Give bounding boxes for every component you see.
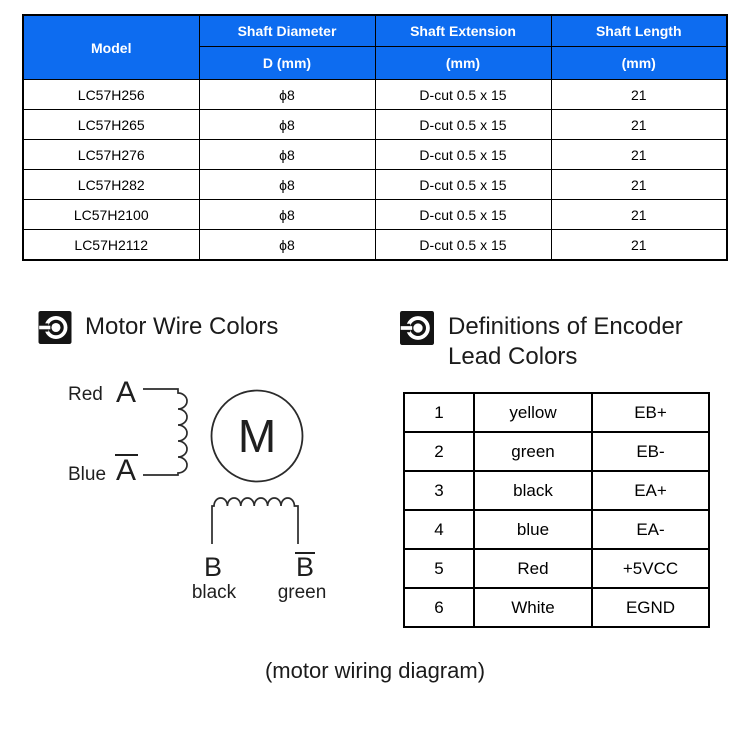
encoder-table-cell: 5 xyxy=(404,549,474,588)
lead-label-blue: Blue xyxy=(68,464,107,485)
phase-a-coil-wire xyxy=(143,389,187,475)
encoder-table-cell: Red xyxy=(474,549,592,588)
spec-table-cell: 21 xyxy=(551,140,727,170)
spec-table-cell: ϕ8 xyxy=(199,80,375,110)
spec-table-cell: ϕ8 xyxy=(199,140,375,170)
encoder-table-cell: White xyxy=(474,588,592,627)
spec-table-cell: 21 xyxy=(551,110,727,140)
spec-table-cell: D-cut 0.5 x 15 xyxy=(375,170,551,200)
spec-table-cell: 21 xyxy=(551,230,727,261)
spec-table-row xyxy=(23,200,727,230)
motor-wire-colors-title: Motor Wire Colors xyxy=(85,313,279,340)
encoder-heading-text xyxy=(448,312,683,372)
encoder-table-cell: blue xyxy=(474,510,592,549)
motor-wire-colors-heading xyxy=(38,311,278,344)
target-icon xyxy=(399,311,435,345)
motor-wiring-diagram xyxy=(40,372,340,612)
encoder-table-cell: EA- xyxy=(592,510,709,549)
encoder-table-cell: EB+ xyxy=(592,393,709,432)
encoder-table-row xyxy=(404,393,709,432)
spec-table xyxy=(22,14,728,261)
lead-label-b-bar: B xyxy=(296,552,315,582)
encoder-table-cell: yellow xyxy=(474,393,592,432)
lead-label-b: B xyxy=(204,552,223,582)
phase-b-coil-wire xyxy=(212,498,298,544)
spec-table-cell: LC57H276 xyxy=(23,140,199,170)
spec-table-cell: LC57H265 xyxy=(23,110,199,140)
spec-table-row xyxy=(23,230,727,261)
spec-subheader-d-mm: D (mm) xyxy=(199,47,375,80)
encoder-table-cell: EB- xyxy=(592,432,709,471)
encoder-table-row xyxy=(404,549,709,588)
encoder-table-cell: 2 xyxy=(404,432,474,471)
spec-subheader-len-mm: (mm) xyxy=(551,47,727,80)
spec-header-shaft-extension: Shaft Extension xyxy=(375,15,551,47)
lead-label-black: black xyxy=(191,582,237,603)
spec-table-cell: ϕ8 xyxy=(199,110,375,140)
spec-table-cell: LC57H256 xyxy=(23,80,199,110)
encoder-table-cell: 3 xyxy=(404,471,474,510)
spec-table-cell: LC57H2100 xyxy=(23,200,199,230)
spec-table-cell: D-cut 0.5 x 15 xyxy=(375,200,551,230)
spec-table-cell: ϕ8 xyxy=(199,230,375,261)
spec-table-cell: D-cut 0.5 x 15 xyxy=(375,80,551,110)
encoder-heading-line2: Lead Colors xyxy=(448,343,578,370)
lead-label-a-bar: A xyxy=(116,454,137,487)
spec-table-header xyxy=(23,15,727,80)
spec-header-model: Model xyxy=(23,15,199,80)
spec-table-row xyxy=(23,170,727,200)
encoder-table-cell: +5VCC xyxy=(592,549,709,588)
encoder-table-row xyxy=(404,471,709,510)
encoder-table-cell: EGND xyxy=(592,588,709,627)
spec-table-row xyxy=(23,80,727,110)
lead-label-a: A xyxy=(116,376,137,409)
target-icon xyxy=(38,311,72,344)
motor-m-label: M xyxy=(237,410,277,462)
encoder-table-cell: EA+ xyxy=(592,471,709,510)
lead-label-red: Red xyxy=(68,384,103,405)
spec-table-cell: 21 xyxy=(551,80,727,110)
spec-table-cell: D-cut 0.5 x 15 xyxy=(375,140,551,170)
encoder-table-body xyxy=(404,393,709,627)
spec-table-cell: 21 xyxy=(551,170,727,200)
spec-table-cell: LC57H282 xyxy=(23,170,199,200)
encoder-heading-line1: Definitions of Encoder xyxy=(448,313,683,340)
encoder-table-cell: black xyxy=(474,471,592,510)
encoder-table-row xyxy=(404,588,709,627)
encoder-table xyxy=(403,392,710,628)
encoder-table-row xyxy=(404,510,709,549)
spec-table-cell: D-cut 0.5 x 15 xyxy=(375,230,551,261)
spec-header-shaft-length: Shaft Length xyxy=(551,15,727,47)
spec-subheader-ext-mm: (mm) xyxy=(375,47,551,80)
spec-table-cell: 21 xyxy=(551,200,727,230)
spec-table-cell: D-cut 0.5 x 15 xyxy=(375,110,551,140)
lead-label-green: green xyxy=(277,582,327,603)
spec-table-cell: LC57H2112 xyxy=(23,230,199,261)
encoder-table-cell: 6 xyxy=(404,588,474,627)
spec-table-row xyxy=(23,110,727,140)
encoder-lead-colors-heading xyxy=(399,311,683,372)
spec-table-cell: ϕ8 xyxy=(199,200,375,230)
spec-table-cell: ϕ8 xyxy=(199,170,375,200)
encoder-table-cell: 1 xyxy=(404,393,474,432)
diagram-caption: (motor wiring diagram) xyxy=(264,658,486,683)
encoder-table-cell: 4 xyxy=(404,510,474,549)
encoder-table-cell: green xyxy=(474,432,592,471)
spec-table-row xyxy=(23,140,727,170)
encoder-table-row xyxy=(404,432,709,471)
spec-header-shaft-diameter: Shaft Diameter xyxy=(199,15,375,47)
spec-table-body xyxy=(23,80,727,261)
